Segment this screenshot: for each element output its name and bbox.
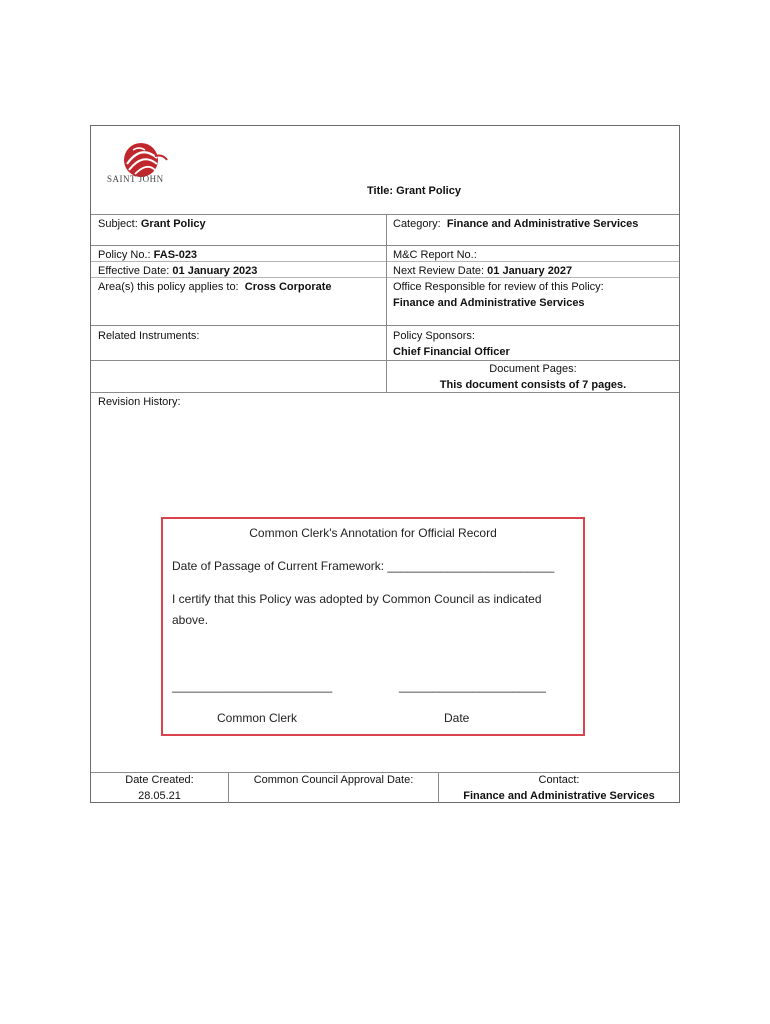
details-divider-2 <box>91 277 679 278</box>
category-label: Category: <box>393 218 441 230</box>
common-clerk-label: Common Clerk <box>217 711 298 725</box>
footer-divider-1 <box>228 772 229 803</box>
approval-date-label: Common Council Approval Date: <box>253 774 414 786</box>
office-responsible-label: Office Responsible for review of this Policy: <box>393 281 604 293</box>
subject-row <box>91 214 679 246</box>
office-responsible-value: Finance and Administrative Services <box>393 297 585 309</box>
effective-date-value: 01 January 2023 <box>172 265 258 277</box>
related-instruments-field <box>98 328 200 344</box>
document-pages-label: Document Pages: <box>489 363 577 375</box>
date-created-label: Date Created: <box>125 774 194 786</box>
approval-date-field <box>229 772 438 788</box>
date-created-field <box>91 772 228 804</box>
subject-value: Grant Policy <box>140 218 206 230</box>
saint-john-logo-icon <box>105 134 175 194</box>
certify-line-2: above. <box>172 613 209 627</box>
date-of-passage: Date of Passage of Current Framework: _________________________ <box>172 559 555 573</box>
category-value: Finance and Administrative Services <box>446 218 639 230</box>
certify-line-1: I certify that this Policy was adopted by Common Council as indicated <box>172 592 542 606</box>
policy-details-row <box>91 245 679 325</box>
areas-field <box>98 279 332 295</box>
policy-no-value: FAS-023 <box>153 249 198 261</box>
policy-sponsors-value: Chief Financial Officer <box>393 346 510 358</box>
date-label: Date <box>444 711 470 725</box>
contact-field <box>439 772 679 804</box>
clerk-annotation-box <box>161 517 585 736</box>
title-label: Title: <box>367 185 394 197</box>
page-title <box>367 183 461 199</box>
areas-value: Cross Corporate <box>244 281 332 293</box>
effective-date-label: Effective Date: <box>98 265 170 277</box>
contact-label: Contact: <box>538 774 580 786</box>
details-divider-1 <box>91 261 679 262</box>
mc-report-label: M&C Report No.: <box>393 249 477 261</box>
policy-no-label: Policy No.: <box>98 249 151 261</box>
title-value: Grant Policy <box>396 185 461 197</box>
date-created-value: 28.05.21 <box>138 790 181 802</box>
header-row <box>91 126 679 215</box>
document-pages-value: This document consists of 7 pages. <box>439 379 627 391</box>
next-review-value: 01 January 2027 <box>487 265 573 277</box>
subject-field <box>98 216 206 232</box>
related-instruments-label: Related Instruments: <box>98 330 200 342</box>
areas-label: Area(s) this policy applies to: <box>98 281 239 293</box>
column-divider <box>386 214 387 392</box>
policy-document <box>90 125 680 803</box>
policy-sponsors-field <box>393 328 510 360</box>
revision-history-label: Revision History: <box>98 396 181 408</box>
office-responsible-field <box>393 279 604 311</box>
document-pages-field <box>387 361 679 393</box>
subject-label: Subject: <box>98 218 138 230</box>
logo-text: SAINT JOHN <box>107 174 164 184</box>
date-signature-line: ______________________ <box>399 679 546 693</box>
footer-divider-2 <box>438 772 439 803</box>
footer-row <box>91 772 679 803</box>
contact-value: Finance and Administrative Services <box>463 790 655 802</box>
annotation-heading: Common Clerk's Annotation for Official Record <box>249 526 497 540</box>
document-pages-row <box>91 360 679 393</box>
clerk-signature-line: ________________________ <box>172 679 333 693</box>
sponsors-row <box>91 326 679 361</box>
next-review-label: Next Review Date: <box>393 265 485 277</box>
category-field <box>393 216 638 232</box>
policy-sponsors-label: Policy Sponsors: <box>393 330 475 342</box>
